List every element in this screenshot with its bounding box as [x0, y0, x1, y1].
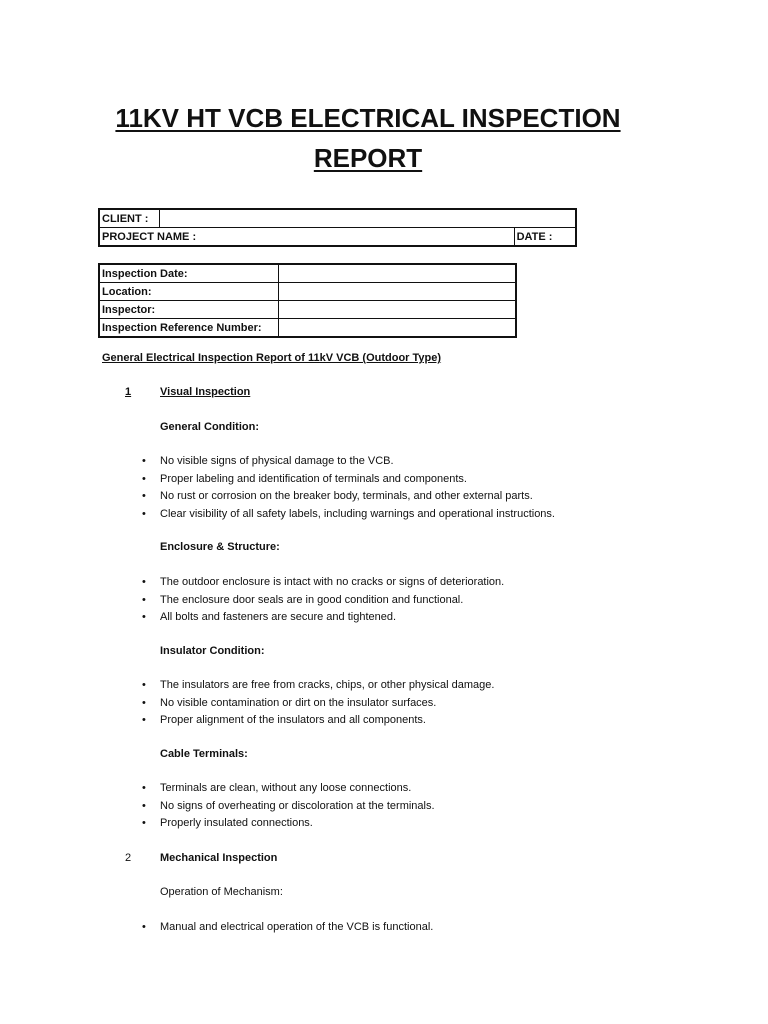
- reference-number-value[interactable]: [279, 319, 517, 338]
- general-condition-list: [138, 453, 555, 523]
- inspector-value[interactable]: [279, 301, 517, 319]
- table-row: [99, 264, 516, 283]
- location-label: Location:: [99, 283, 279, 301]
- report-title: [100, 98, 636, 178]
- reference-number-label: Inspection Reference Number:: [99, 319, 279, 338]
- general-condition-heading: General Condition:: [160, 421, 259, 433]
- insulator-list: [138, 677, 494, 730]
- enclosure-list: [138, 574, 504, 627]
- list-item: • No rust or corrosion on the breaker body, terminals, and other external parts.: [138, 488, 555, 506]
- list-item: • The insulators are free from cracks, chips, or other physical damage.: [138, 677, 494, 695]
- table-row: [99, 319, 516, 338]
- list-item: • Clear visibility of all safety labels, including warnings and operational instructions.: [138, 506, 555, 524]
- list-item: • Manual and electrical operation of the VCB is functional.: [138, 919, 433, 937]
- client-value-cell[interactable]: [160, 209, 577, 228]
- table-row: [99, 283, 516, 301]
- list-item: • Proper alignment of the insulators and all components.: [138, 712, 494, 730]
- report-heading: General Electrical Inspection Report of 11kV VCB (Outdoor Type): [102, 352, 442, 364]
- inspection-info-table: [98, 263, 517, 338]
- section2-title: Mechanical Inspection: [160, 852, 278, 864]
- inspection-date-value[interactable]: [279, 264, 517, 283]
- list-item: • Terminals are clean, without any loose connections.: [138, 780, 435, 798]
- list-item: • The outdoor enclosure is intact with no cracks or signs of deterioration.: [138, 574, 504, 592]
- client-project-table: [98, 208, 577, 247]
- list-item: • Properly insulated connections.: [138, 815, 435, 833]
- operation-list: [138, 919, 433, 937]
- list-item: • Proper labeling and identification of terminals and components.: [138, 471, 555, 489]
- insulator-heading: Insulator Condition:: [160, 645, 265, 657]
- cable-terminals-heading: Cable Terminals:: [160, 748, 248, 760]
- section2-number: 2: [125, 852, 132, 864]
- list-item: • No visible contamination or dirt on the insulator surfaces.: [138, 695, 494, 713]
- section1-number: 1: [125, 386, 132, 398]
- report-title-line1: 11KV HT VCB ELECTRICAL INSPECTION: [115, 103, 621, 133]
- list-item: • The enclosure door seals are in good condition and functional.: [138, 592, 504, 610]
- operation-heading: Operation of Mechanism:: [160, 886, 283, 898]
- cable-terminals-list: [138, 780, 435, 833]
- project-name-label: PROJECT NAME :: [99, 228, 514, 247]
- list-item: • All bolts and fasteners are secure and tightened.: [138, 609, 504, 627]
- section1-title: Visual Inspection: [160, 386, 251, 398]
- list-item: • No visible signs of physical damage to the VCB.: [138, 453, 555, 471]
- report-title-line2: REPORT: [313, 143, 423, 173]
- client-row: [99, 209, 576, 228]
- client-label: CLIENT :: [99, 209, 160, 228]
- table-row: [99, 301, 516, 319]
- date-label: DATE :: [514, 228, 576, 247]
- inspector-label: Inspector:: [99, 301, 279, 319]
- inspection-date-label: Inspection Date:: [99, 264, 279, 283]
- location-value[interactable]: [279, 283, 517, 301]
- project-row: [99, 228, 576, 247]
- enclosure-heading: Enclosure & Structure:: [160, 541, 280, 553]
- list-item: • No signs of overheating or discoloration at the terminals.: [138, 798, 435, 816]
